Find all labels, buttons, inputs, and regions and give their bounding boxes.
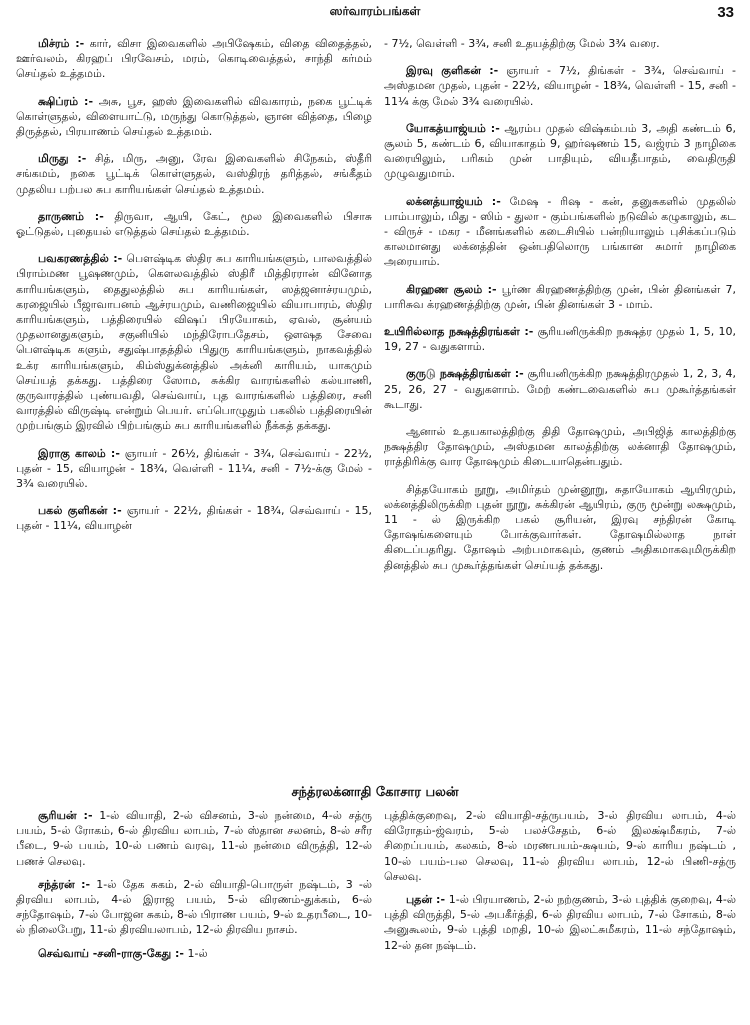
entry-text: கார், விசா இவைகளில் அபிஷேகம், விதை விதைத்தல், ஊர்வலம், கிரஹப் பிரவேசம், மரம், கொடிவைத்தல், சாந்தி கர்மம் செய்தல் உத்தமம்.	[16, 37, 373, 81]
left-column-top	[16, 36, 372, 542]
entry-paragraph	[16, 808, 372, 869]
entry-text: சூரியனிருக்கிற நக்ஷத்திரமுதல் 1, 2, 3, 4, 25, 26, 27 - வதுகளாம். மேற் கண்டவைகளில் சுப முகூர்த்தங்கள் கூடாது.	[384, 367, 736, 411]
section-heading: சந்த்ரலக்னாதி கோசார பலன்	[291, 785, 459, 800]
entry-text: சித், மிரு, அனு, ரேவ இவைகளில் சிநேகம், ஸ்தீரி சங்கமம், நகை பூட்டிக் கொள்ளுதல், வஸ்திரந் தரித்தல், சங்கீதம் முதலிய பற்பல சுப காரியங்கள் செய்தல் உத்தமம்.	[16, 152, 372, 196]
entry-term: இராகு காலம் :-	[38, 446, 120, 460]
entry-term: க்ஷிப்ரம் :-	[38, 94, 94, 108]
entry-term: செவ்வாய் -சனி-ராகு-கேது :-	[38, 946, 184, 960]
entry-text: புத்திக்குறைவு, 2-ல் வியாதி-சத்ருபயம், 3-ல் திரவிய லாபம், 4-ல் விரோதம்-ஜ்வரம், 5-ல் பலச்சேதம், 6-ல் இலக்ஷ்மீகரம், 7-ல் சிறைப்பயம், கலகம், 8-ல் மரணபயம்-க்ஷயம், 9-ல் காரிய நஷ்டம் , 10-ல் பயம்-பல செலவு, 11-ல் திரவிய லாபம், 12-ல் பிணி-சத்ரு செலவு.	[384, 809, 736, 883]
entry-term: மிச்ரம் :-	[38, 37, 85, 50]
entry-term: யோகத்யாஜ்யம் :-	[406, 121, 500, 135]
entry-paragraph	[384, 194, 736, 270]
entry-paragraph	[384, 121, 736, 182]
entry-term: உயிரில்லாத நக்ஷத்திரங்கள் :-	[384, 325, 534, 339]
entry-term: புதன் :-	[406, 893, 446, 907]
entry-text: பௌஷ்டிக ஸ்திர சுப காரியங்களும், பாலவத்தில் பிராம்மண பூஷணமும், கௌலவத்தில் ஸ்திரீ மித்திரரான் வினோத காரியங்களும், தைதுலத்தில் சுப காரியங்கள், ஸத்ஜனாச்ரயமும், கரஜையில் பீஜாவாபனம் ஆச்ரயமும், வணிஜையில் வியாபாரம், ஸ்திர காரியங்களும், பத்திரையில் விஷப் பிரயோகம், ஏவல், சூன்யம் முதலானதுகளும், சகுனியில் மந்திரோபதேசம், ஔஷத சேவை பௌஷ்டிக களும், சதுஷ்பாதத்தில் பிதுரு காரியங்களும், நாகவத்தில் உக்ர காரியங்களும், கிம்ஸ்துக்னத்தில் அக்னி காரியம், யாகமும் செய்யத் தக்கது. பத்திரை ஸோம, சுக்கிர வாரங்களில் கல்யாணி, குருவாரத்தில் புண்யவதி, செவ்வாய், புத வாரங்களில் பத்திரை, சனி வாரத்தில் விருஷ்டி என்றும் பெயர். எப்பொழுதும் பகலில் பத்திரையின் முற்பங்கும் இரவில் பிற்பங்கும் சுப காரியங்களில் நீக்கத் தக்கது.	[16, 252, 373, 433]
right-column-top	[384, 36, 736, 581]
entry-term: மிருது :-	[38, 152, 87, 166]
entry-term: சூரியன் :-	[38, 809, 93, 822]
entry-paragraph	[384, 36, 736, 51]
entry-text: பூர்ண கிரஹணத்திற்கு முன், பின் தினங்கள் 7, பாரிசுவ க்ரஹணத்திற்கு முன், பின் தினங்கள் 3 - மாம்.	[384, 282, 736, 311]
entry-paragraph	[16, 946, 372, 961]
entry-paragraph	[384, 63, 736, 109]
entry-paragraph	[16, 503, 372, 533]
entry-text: - 7½, வெள்ளி - 3¾, சனி உதயத்திற்கு மேல் 3¾ வரை.	[384, 37, 660, 50]
entry-text: 1-ல் வியாதி, 2-ல் விசனம், 3-ல் நன்மை, 4-ல் சத்ரு பயம், 5-ல் ரோகம், 6-ல் திரவிய லாபம், 7-ல் ஸ்தான சலனம், 8-ல் சரீர பீடை, 9-ல் பயம், 10-ல் பணம் வரவு, 11-ல் நன்மை விருத்தி, 12-ல் பணச் செலவு.	[16, 809, 372, 868]
entry-text: திருவா, ஆயி, கேட், மூல இவைகளில் பிசாசு ஓட்டுதல், புதையல் எடுத்தல் செய்தல் உத்தமம்.	[16, 209, 373, 239]
entry-text: 1-ல் பிரயாணம், 2-ல் நற்குணம், 3-ல் புத்திக் குறைவு, 4-ல் புத்தி விருத்தி, 5-ல் அபகீர்த்தி, 6-ல் திரவிய லாபம், 7-ல் சோகம், 8-ல் அனுகூலம், 9-ல் புத்தி மறதி, 10-ல் இலட்சுமீகரம், 11-ல் சந்தோஷம், 12-ல் தன நஷ்டம்.	[384, 893, 736, 952]
entry-text: 1-ல்	[187, 946, 208, 960]
entry-text: ஆனால் உதயகாலத்திற்கு திதி தோஷமும், அபிஜித் காலத்திற்கு நக்ஷத்திர தோஷமும், அஸ்தமன காலத்திற்கு லக்னாதி தோஷமும், ராத்திரிக்கு வார தோஷமும் கிடையாதென்பதும்.	[384, 425, 736, 469]
entry-paragraph	[16, 877, 372, 938]
entry-paragraph	[16, 209, 372, 239]
entry-term: தாருணம் :-	[38, 209, 104, 223]
entry-paragraph	[384, 324, 736, 354]
entry-text: ஆரம்ப முதல் விஷ்கம்பம் 3, அதி கண்டம் 6, சூலம் 5, கண்டம் 6, வியாகாதம் 9, ஹர்ஷணம் 15, வஜ்ரம் 3 நாழிகை வரையிலும், பரிகம் முன் பாதியும், வியதீபாதம், வைதிருதி முழுவதுமாம்.	[384, 121, 736, 181]
entry-text: மேஷ - ரிஷ - கன், தனுசுகளில் முதலில் பாம்பாலும், மிது - ஸிம் - துலா - கும்பங்களில் நடுவில் கழுகாலும், கட - விருச் - மகர - மீனங்களில் கடைசியில் பன்றியாலும் புசிக்கப்படும் காலமானது லக்னத்தின் ஒன்பதிலொரு பங்கான சுமார் நாழிகை அரையாம்.	[384, 194, 736, 269]
entry-paragraph	[384, 282, 736, 312]
entry-text: சித்தயோகம் நூறு, அமிர்தம் முன்னூறு, சுதாயோகம் ஆயிரமும், லக்னத்திலிருக்கிற புதன் நூறு, சுக்கிரன் ஆயிரம், குரு மூன்று லக்ஷமும், 11 - ல் இருக்கிற பகல் சூரியன், இரவு சந்திரன் கோடி தோஷங்களையும் போக்குவார்கள். தோஷமில்லாத நாள் கிடைப்பதரிது. தோஷம் அற்பமாகவும், குணம் அதிகமாகவுமிருக்கிற தினத்தில் சுப முகூர்த்தங்கள் செய்யத் தக்கது.	[384, 482, 736, 572]
right-column-bottom	[384, 808, 736, 961]
running-title: ஸர்வாரம்பங்கள்	[329, 4, 421, 18]
entry-text: ஞாயர் - 26½, திங்கள் - 3¾, செவ்வாய் - 22½, புதன் - 15, வியாழன் - 18¾, வெள்ளி - 11¼, சனி - 7½-க்கு மேல் - 3¾ வரையில்.	[16, 446, 373, 491]
entry-term: லக்னத்யாஜ்யம் :-	[406, 194, 501, 208]
entry-term: பகல் குளிகன் :-	[38, 504, 122, 518]
entry-term: சந்த்ரன் :-	[38, 877, 91, 891]
entry-text: அசு, பூச, ஹஸ் இவைகளில் விவகாரம், நகை பூட்டிக் கொள்ளுதல், விளையாட்டு, மருந்து கொடுத்தல், ஞான வித்தை, பிழை திருத்தல், பிரயாணம் செய்தல் உத்தமம்.	[16, 94, 372, 139]
entry-text: 1-ல் தேக சுகம், 2-ல் வியாதி-பொருள் நஷ்டம், 3 -ல் திரவிய லாபம், 4-ல் இராஜ பயம், 5-ல் விரணம்-துக்கம், 6-ல் சந்தோஷம், 7-ல் போஜன சுகம், 8-ல் பிராண பயம், 9-ல் உதரபீடை, 10-ல் நிலைபேறு, 11-ல் திரவியலாபம், 12-ல் திரவிய நாசம்.	[16, 877, 372, 937]
entry-term: கிரஹண சூலம் :-	[406, 282, 497, 296]
entry-term: இரவு குளிகன் :-	[406, 64, 499, 78]
entry-paragraph	[384, 482, 736, 573]
entry-paragraph	[16, 446, 372, 492]
entry-paragraph	[384, 366, 736, 412]
left-column-bottom	[16, 808, 372, 969]
entry-paragraph	[384, 808, 736, 884]
entry-paragraph	[16, 151, 372, 197]
entry-term: பவகரணத்தில் :-	[38, 252, 123, 266]
entry-paragraph	[16, 36, 372, 82]
entry-paragraph	[384, 424, 736, 470]
page-number: 33	[717, 4, 734, 21]
entry-term: குருடு நக்ஷத்திரங்கள் :-	[406, 367, 524, 381]
entry-paragraph	[16, 94, 372, 140]
entry-paragraph	[384, 892, 736, 953]
entry-text: ஞாயர் - 7½, திங்கள் - 3¾, செவ்வாய் - அஸ்தமன முதல், புதன் - 22½, வியாழன் - 18¾, வெள்ளி - 15, சனி - 11¼ க்கு மேல் 3¾ வரையில்.	[384, 64, 737, 108]
entry-text: ஞாயர் - 22½, திங்கள் - 18¾, செவ்வாய் - 15, புதன் - 11¼, வியாழன்	[16, 504, 372, 533]
entry-text: சூரியனிருக்கிற நக்ஷத்ர முதல் 1, 5, 10, 19, 27 - வதுகளாம்.	[384, 325, 736, 354]
entry-paragraph	[16, 251, 372, 433]
